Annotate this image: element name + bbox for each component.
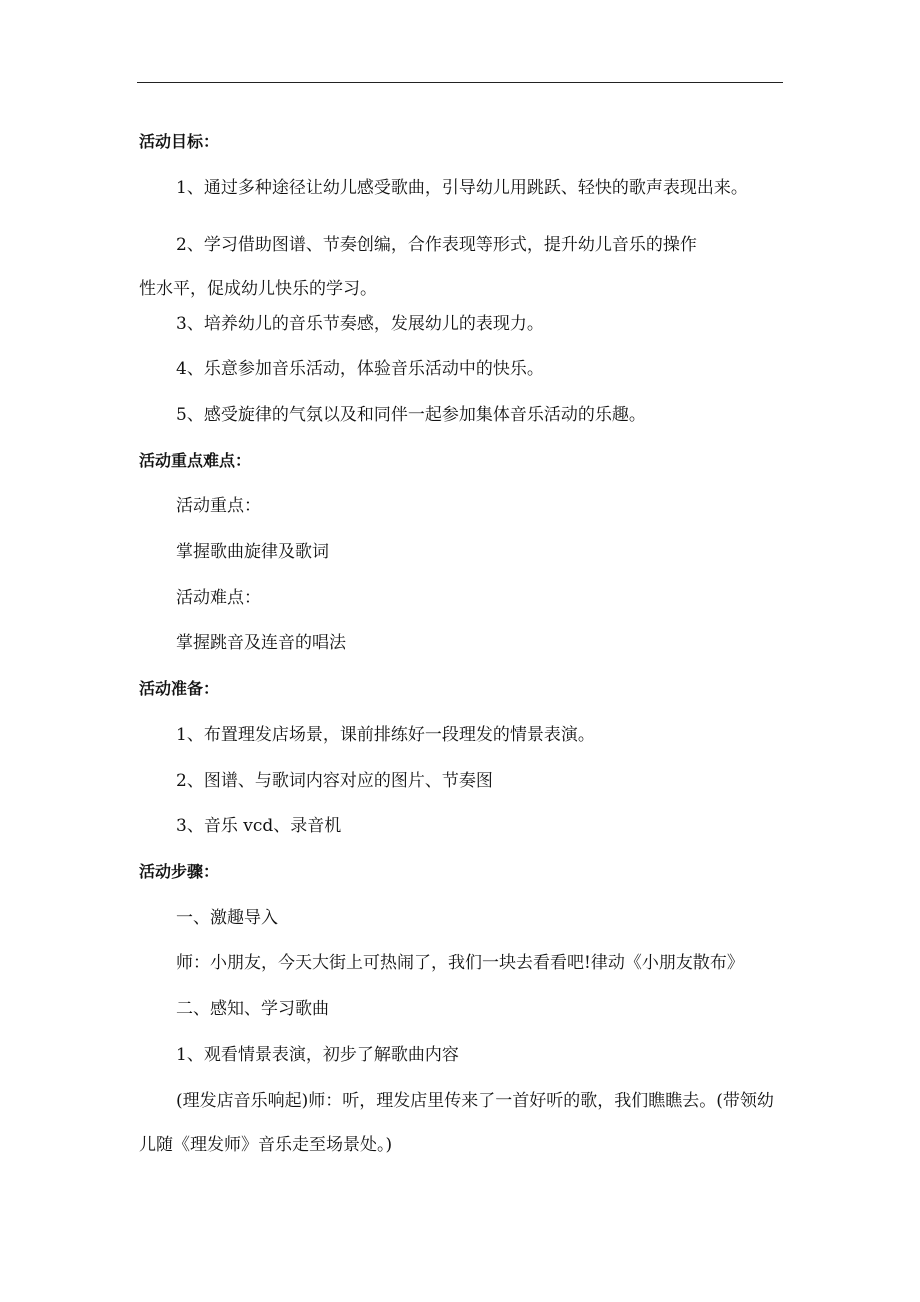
- key-point-label: 活动重点：: [176, 496, 261, 516]
- prep-item-3: 3、音乐 vcd、录音机: [176, 816, 342, 836]
- header-rule: [137, 82, 783, 83]
- goal-item-5: 5、感受旋律的气氛以及和同伴一起参加集体音乐活动的乐趣。: [176, 405, 646, 425]
- section-heading-goals: 活动目标：: [139, 132, 220, 151]
- step-1-title: 一、激趣导入: [176, 908, 278, 928]
- prep-item-2: 2、图谱、与歌词内容对应的图片、节奏图: [176, 771, 493, 791]
- step-1-text: 师：小朋友，今天大街上可热闹了，我们一块去看看吧!律动《小朋友散布》: [176, 953, 744, 973]
- step-2-title: 二、感知、学习歌曲: [176, 999, 329, 1019]
- section-heading-preparation: 活动准备：: [139, 679, 220, 698]
- goal-item-2: 2、学习借助图谱、节奏创编，合作表现等形式，提升幼儿音乐的操作性水平，促成幼儿快乐的学习。: [139, 235, 697, 299]
- goal-item-3: 3、培养幼儿的音乐节奏感，发展幼儿的表现力。: [176, 314, 544, 334]
- section-heading-key-points: 活动重点难点：: [139, 451, 252, 470]
- key-point-text: 掌握歌曲旋律及歌词: [176, 542, 329, 562]
- section-heading-steps: 活动步骤：: [139, 862, 220, 881]
- step-2-sub-1-text: (理发店音乐响起)师：听，理发店里传来了一首好听的歌，我们瞧瞧去。(带领幼儿随《理发师》音乐走至场景处。): [139, 1091, 774, 1155]
- step-2-sub-1: 1、观看情景表演，初步了解歌曲内容: [176, 1045, 459, 1065]
- difficulty-text: 掌握跳音及连音的唱法: [176, 633, 346, 653]
- difficulty-label: 活动难点：: [176, 588, 261, 608]
- prep-item-1: 1、布置理发店场景，课前排练好一段理发的情景表演。: [176, 725, 595, 745]
- goal-item-1: 1、通过多种途径让幼儿感受歌曲，引导幼儿用跳跃、轻快的歌声表现出来。: [176, 178, 748, 198]
- goal-item-4: 4、乐意参加音乐活动，体验音乐活动中的快乐。: [176, 359, 544, 379]
